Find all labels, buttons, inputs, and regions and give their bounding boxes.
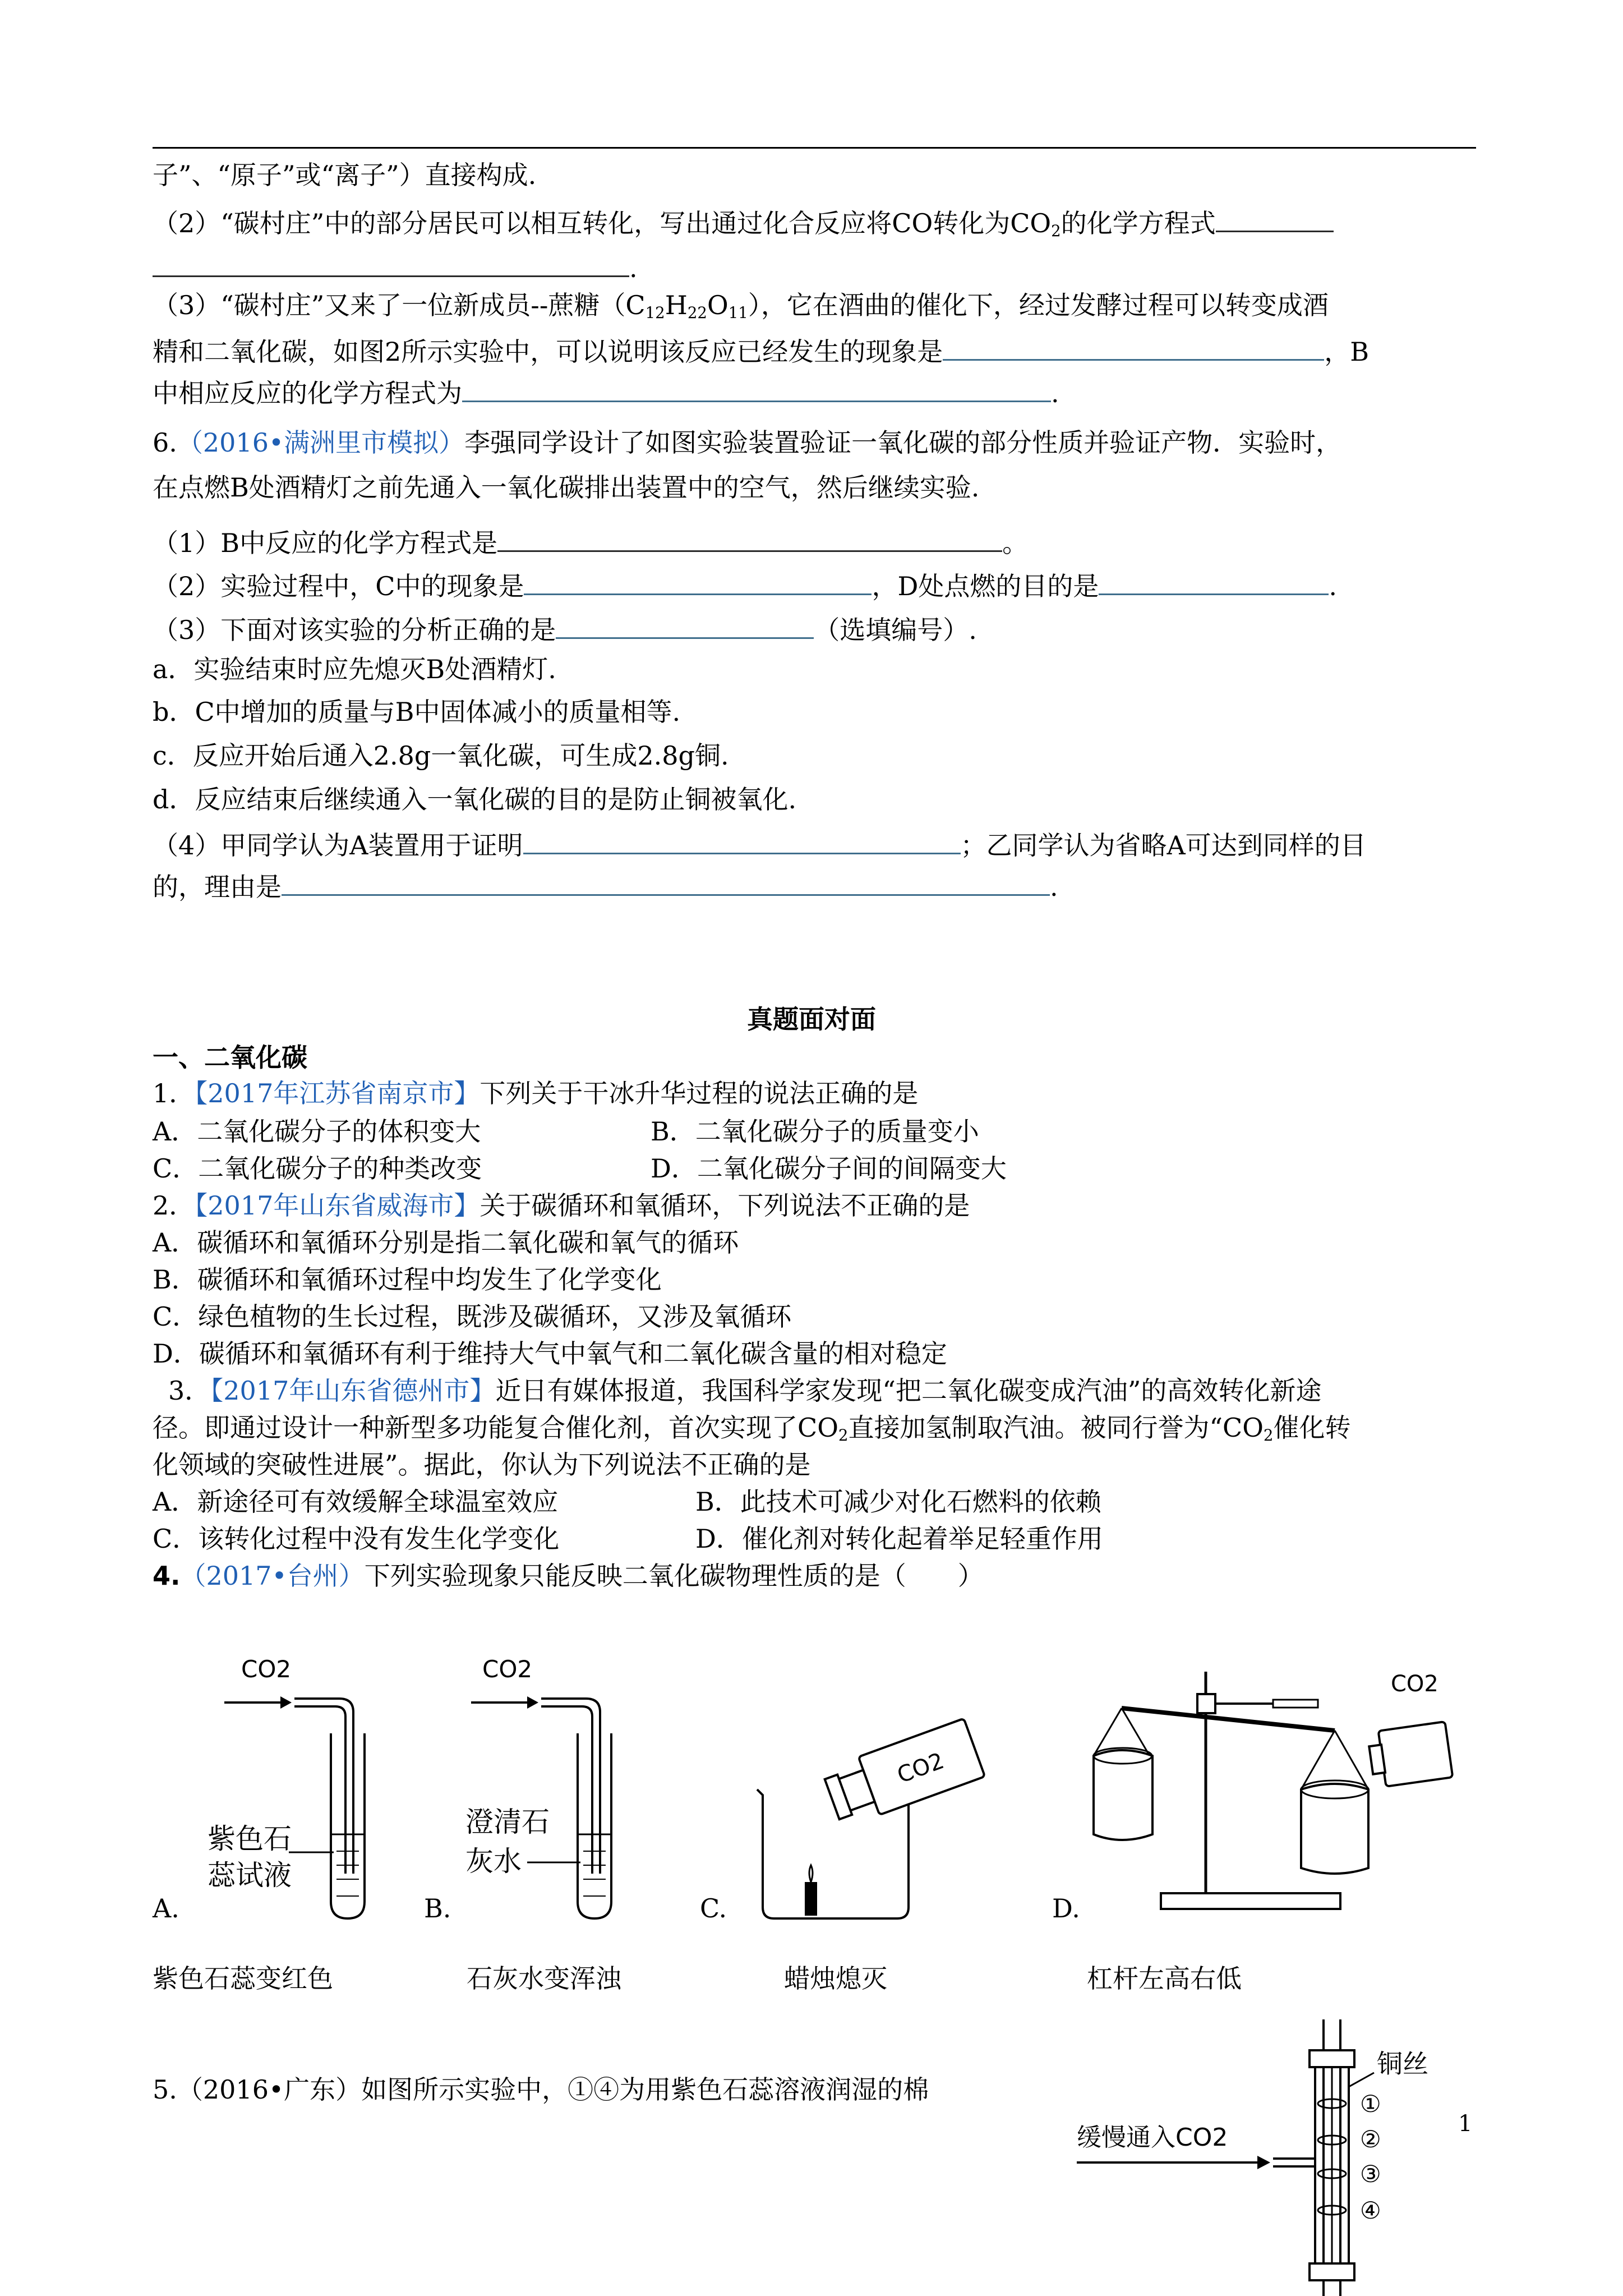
figure-label-d: D. <box>1052 1893 1080 1924</box>
page-number: 1 <box>1458 2111 1473 2137</box>
q6-part-2: （2）实验过程中，C中的现象是 ，D处点燃的目的是 . <box>153 568 1337 602</box>
svg-text:CO2: CO2 <box>482 1655 533 1683</box>
z2-option-b: B．碳循环和氧循环过程中均发生了化学变化 <box>153 1264 662 1295</box>
q6-option-d: d．反应结束后继续通入一氧化碳的目的是防止铜被氧化. <box>153 784 797 815</box>
q6-part-4-line2: 的，理由是 . <box>153 868 1058 903</box>
answer-blank[interactable] <box>1216 205 1334 232</box>
z3-option-a: A．新途径可有效缓解全球温室效应 <box>153 1487 559 1517</box>
section-title: 真题面对面 <box>747 1004 876 1034</box>
question-part-3-line2: 精和二氧化碳，如图2所示实验中，可以说明该反应已经发生的现象是 ，B <box>153 333 1369 367</box>
svg-text:CO2: CO2 <box>893 1748 948 1789</box>
q6-part-4: （4）甲同学认为A装置用于证明 ；乙同学认为省略A可达到同样的目 <box>153 827 1366 861</box>
figure-label-c: C. <box>700 1893 727 1924</box>
q6-option-c: c．反应开始后通入2.8g一氧化碳，可生成2.8g铜. <box>153 740 729 771</box>
z1-option-a: A．二氧化碳分子的体积变大 <box>153 1116 481 1147</box>
figure-c-candle-beaker <box>751 1694 993 1930</box>
z3-stem-line3: 化领域的突破性进展”。据此，你认为下列说法不正确的是 <box>153 1450 811 1480</box>
figure-q5-co2-tube <box>1077 2019 1481 2296</box>
answer-blank[interactable] <box>282 868 1050 896</box>
svg-text:③: ③ <box>1360 2160 1381 2188</box>
question-part-3-line3: 中相应反应的化学方程式为 . <box>153 375 1059 409</box>
continuation-line: 子”、“原子”或“离子”）直接构成. <box>153 160 537 190</box>
z3-option-d: D．催化剂对转化起着举足轻重作用 <box>695 1524 1103 1554</box>
figure-b-limewater-tube <box>465 1649 634 1924</box>
z2-option-d: D．碳循环和氧循环有利于维持大气中氧气和二氧化碳含量的相对稳定 <box>153 1338 947 1369</box>
svg-text:紫色石: 紫色石 <box>208 1823 292 1855</box>
answer-blank[interactable] <box>462 375 1051 402</box>
question-part-3: （3）“碳村庄”又来了一位新成员--蔗糖$(C_{12}H_{22}O_{11})$，它在酒曲的催化下，经过发酵过程可以转变成酒 <box>153 290 1329 322</box>
z3-option-b: B．此技术可减少对化石燃料的依赖 <box>695 1487 1101 1517</box>
q6-option-a: a．实验结束时应先熄灭B处酒精灯. <box>153 654 556 684</box>
question-part-2-cont: . <box>153 250 638 284</box>
answer-blank[interactable] <box>153 250 629 277</box>
z5-stem: 5.（2016•广东）如图所示实验中，①④为用紫色石蕊溶液润湿的棉 <box>153 2074 929 2105</box>
answer-blank[interactable] <box>1099 568 1329 595</box>
z1-option-d: D．二氧化碳分子间的间隔变大 <box>651 1153 1007 1184</box>
z1-option-c: C．二氧化碳分子的种类改变 <box>153 1153 482 1184</box>
header-rule <box>153 147 1476 149</box>
q6-stem-line2: 在点燃B处酒精灯之前先通入一氧化碳排出装置中的空气，然后继续实验. <box>153 472 980 503</box>
q6-stem: 6.（2016•满洲里市模拟）李强同学设计了如图实验装置验证一氧化碳的部分性质并验证产物．实验时， <box>153 427 1342 458</box>
z2-stem: 2．【2017年山东省威海市】关于碳循环和氧循环，下列说法不正确的是 <box>153 1190 970 1221</box>
figure-d-lever-balance <box>1088 1660 1481 1924</box>
question-part-2: （2）“碳村庄”中的部分居民可以相互转化，写出通过化合反应将CO转化为$CO_2$的化学方程式 <box>153 205 1334 240</box>
svg-text:①: ① <box>1360 2090 1381 2118</box>
caption-a: 紫色石蕊变红色 <box>153 1963 333 1994</box>
caption-b: 石灰水变浑浊 <box>467 1963 621 1994</box>
z3-option-c: C．该转化过程中没有发生化学变化 <box>153 1524 560 1554</box>
z1-option-b: B．二氧化碳分子的质量变小 <box>651 1116 979 1147</box>
z2-option-a: A．碳循环和氧循环分别是指二氧化碳和氧气的循环 <box>153 1227 739 1258</box>
z2-option-c: C．绿色植物的生长过程，既涉及碳循环，又涉及氧循环 <box>153 1301 792 1332</box>
z4-stem: 4.（2017•台州）下列实验现象只能反映二氧化碳物理性质的是（ ） <box>153 1561 984 1591</box>
svg-text:CO2: CO2 <box>241 1655 292 1683</box>
section-heading: 一、二氧化碳 <box>153 1042 307 1073</box>
caption-d: 杠杆左高右低 <box>1087 1963 1242 1994</box>
z1-stem: 1．【2017年江苏省南京市】下列关于干冰升华过程的说法正确的是 <box>153 1078 919 1108</box>
svg-text:灰水: 灰水 <box>465 1845 522 1878</box>
svg-text:澄清石: 澄清石 <box>465 1806 550 1838</box>
figure-label-b: B. <box>424 1893 451 1924</box>
z3-stem: 3．【2017年山东省德州市】近日有媒体报道，我国科学家发现“把二氧化碳变成汽油”的高效转化新途 <box>168 1375 1322 1406</box>
svg-text:铜丝: 铜丝 <box>1377 2049 1428 2079</box>
svg-text:④: ④ <box>1360 2197 1381 2224</box>
q6-part-1: （1）B中反应的化学方程式是 。 <box>153 524 1028 559</box>
svg-text:CO2: CO2 <box>1391 1671 1438 1697</box>
svg-text:蕊试液: 蕊试液 <box>208 1859 292 1892</box>
answer-blank[interactable] <box>943 333 1324 361</box>
answer-blank[interactable] <box>497 524 1002 552</box>
z3-stem-line2: 径。即通过设计一种新型多功能复合催化剂，首次实现了$CO_2$直接加氢制取汽油。被同行誉为“$CO_2$催化转 <box>153 1412 1351 1444</box>
figure-a-litmus-tube <box>185 1649 387 1924</box>
svg-text:②: ② <box>1360 2125 1381 2153</box>
caption-c: 蜡烛熄灭 <box>784 1963 887 1994</box>
svg-text:缓慢通入CO2: 缓慢通入CO2 <box>1077 2123 1228 2152</box>
figure-label-a: A. <box>153 1893 179 1924</box>
q6-part-3: （3）下面对该实验的分析正确的是 （选填编号）. <box>153 611 977 646</box>
answer-blank[interactable] <box>523 827 961 854</box>
q6-option-b: b．C中增加的质量与B中固体减小的质量相等. <box>153 697 681 727</box>
answer-blank[interactable] <box>524 568 872 595</box>
answer-blank[interactable] <box>556 611 814 639</box>
